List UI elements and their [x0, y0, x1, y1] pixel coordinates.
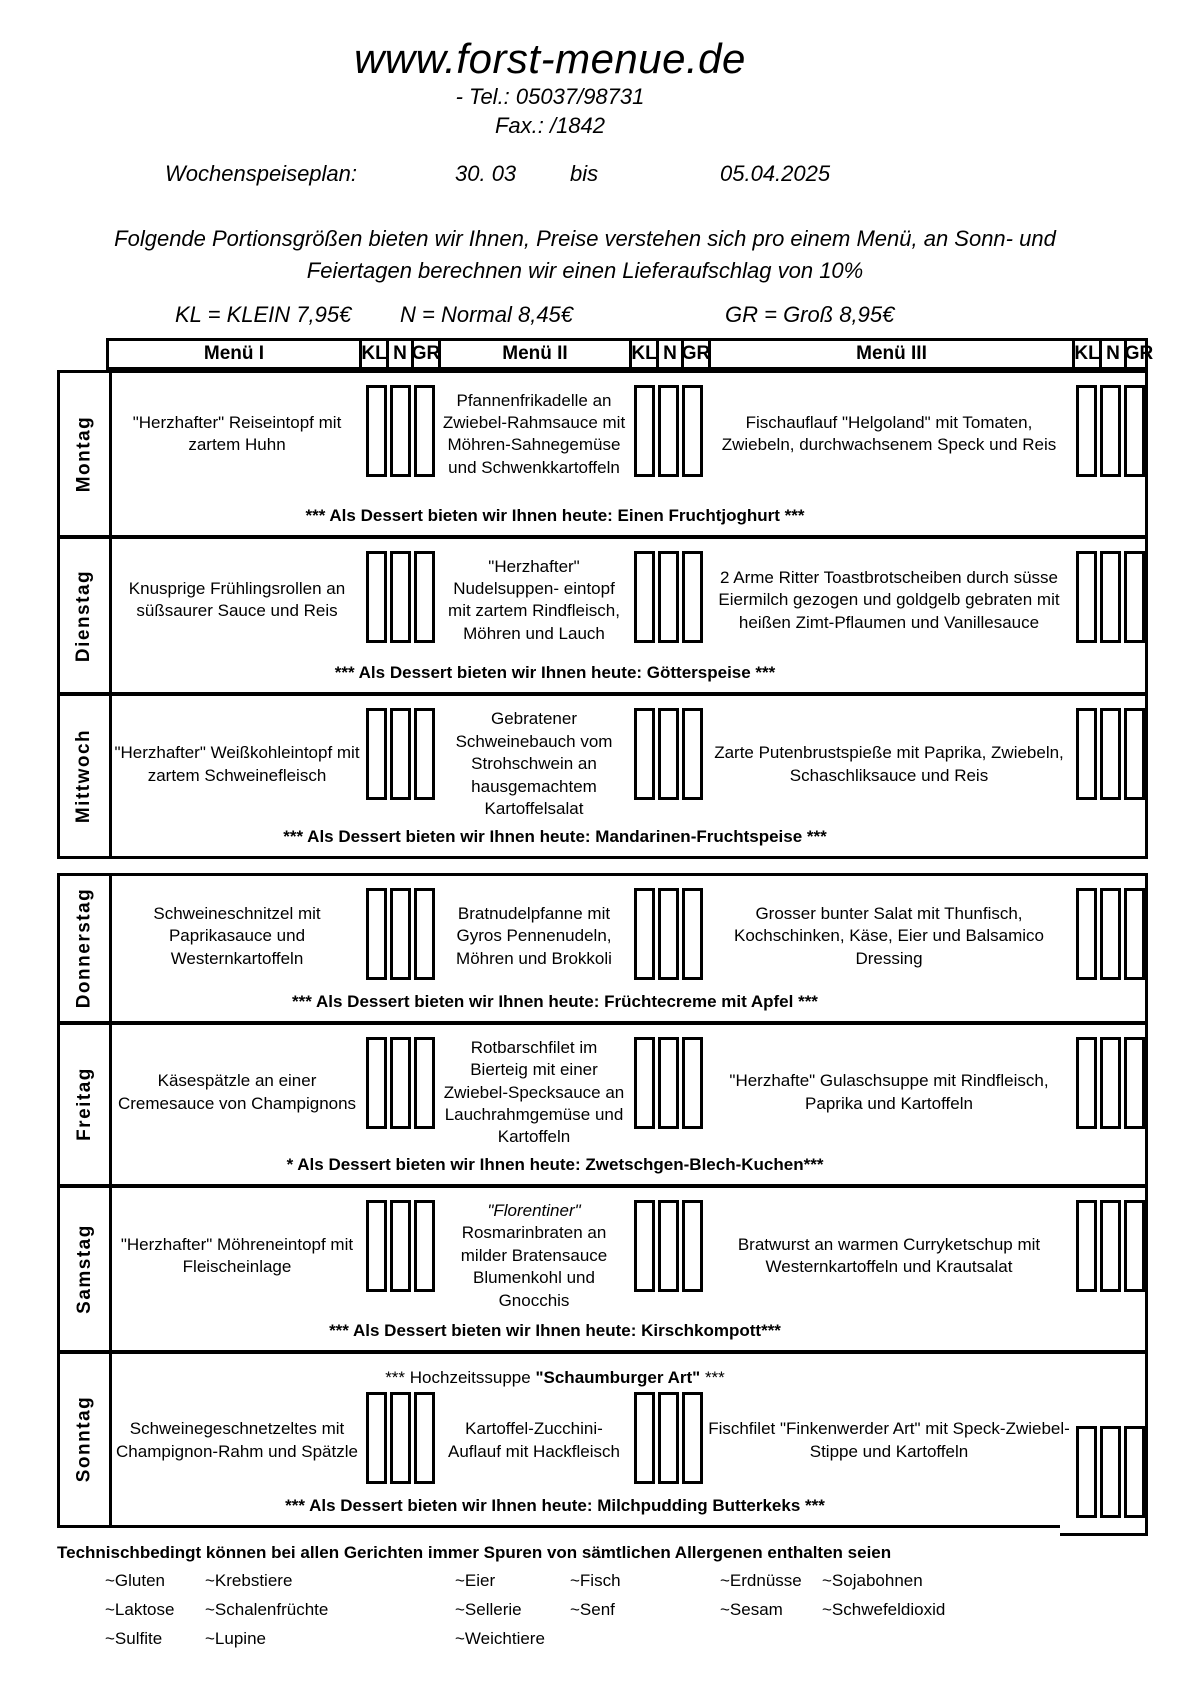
intro-line-1: Folgende Portionsgrößen bieten wir Ihnen, Preise verstehen sich pro einem Menü, an Sonn- und — [114, 225, 1056, 251]
portion-checkbox-kl[interactable] — [366, 888, 387, 980]
portion-checkbox-n[interactable] — [390, 551, 411, 643]
portion-checkbox-n[interactable] — [658, 1200, 679, 1292]
day-row-samstag — [60, 1184, 1145, 1350]
portion-boxes-menu3 — [1072, 888, 1148, 980]
portion-boxes-menu1 — [362, 708, 438, 800]
column-header-menu1: Menü I — [203, 343, 265, 365]
day-label: Dienstag — [73, 569, 95, 663]
portion-checkbox-gr[interactable] — [682, 1037, 703, 1129]
portion-checkbox-n[interactable] — [390, 708, 411, 800]
portion-checkbox-kl[interactable] — [1076, 1426, 1097, 1518]
day-label: Samstag — [73, 1223, 95, 1314]
portion-checkbox-kl[interactable] — [366, 1392, 387, 1484]
allergen-item — [570, 1629, 720, 1649]
price-legend — [0, 302, 1190, 330]
day-row-donnerstag — [60, 876, 1145, 1021]
day-row-mittwoch — [60, 692, 1145, 855]
dish-menu1: Schweinegeschnetzeltes mit Champignon-Rahm und Spätzle — [116, 1419, 358, 1461]
website-title: www.forst-menue.de — [354, 35, 746, 82]
day-row-freitag — [60, 1021, 1145, 1184]
day-label: Montag — [73, 416, 95, 493]
plan-label: Wochenspeiseplan: — [165, 160, 358, 186]
day-label: Sonntag — [73, 1396, 95, 1483]
table-block-mon-wed — [57, 370, 1148, 858]
dish-menu1: "Herzhafter" Möhreneintopf mit Fleischeinlage — [120, 1234, 354, 1276]
portion-checkbox-kl[interactable] — [366, 551, 387, 643]
plan-date-row — [0, 161, 1190, 191]
allergen-item: ~Weichtiere — [455, 1628, 545, 1648]
portion-checkbox-gr[interactable] — [414, 1392, 435, 1484]
price-large: GR = Groß 8,95€ — [725, 302, 895, 328]
portion-checkbox-n[interactable] — [390, 1200, 411, 1292]
table-block-thu-sun — [57, 873, 1148, 1528]
portion-checkbox-kl[interactable] — [366, 385, 387, 477]
price-small: KL = KLEIN 7,95€ — [175, 302, 352, 328]
portion-boxes-menu3 — [1072, 1426, 1148, 1518]
portion-checkbox-kl[interactable] — [634, 385, 655, 477]
dish-menu2-text: Rosmarinbraten an milder Bratensauce Blumenkohl und Gnocchis — [460, 1223, 608, 1310]
dish-menu1: Knusprige Frühlingsrollen an süßsaurer Sauce und Reis — [128, 579, 346, 621]
special-soup-name: "Schaumburger Art" — [535, 1367, 701, 1387]
column-header-kl: KL — [359, 341, 386, 367]
portion-checkbox-kl[interactable] — [634, 708, 655, 800]
day-cell — [60, 373, 112, 535]
portion-checkbox-kl[interactable] — [1076, 385, 1097, 477]
phone-line: - Tel.: 05037/98731 — [455, 84, 645, 110]
portion-checkbox-n[interactable] — [1100, 888, 1121, 980]
portion-checkbox-gr[interactable] — [414, 385, 435, 477]
portion-checkbox-kl[interactable] — [366, 708, 387, 800]
allergen-item: ~Eier — [455, 1570, 496, 1590]
portion-checkbox-gr[interactable] — [682, 551, 703, 643]
dessert-line: *** Als Dessert bieten wir Ihnen heute: Früchtecreme mit Apfel *** — [292, 991, 818, 1011]
allergen-item: ~Sulfite — [105, 1628, 163, 1648]
portion-boxes-menu2 — [630, 1200, 706, 1292]
allergen-item: ~Sesam — [720, 1599, 783, 1619]
portion-checkbox-n[interactable] — [1100, 708, 1121, 800]
intro-text — [0, 223, 1170, 287]
special-soup-prefix: *** Hochzeitssuppe — [385, 1367, 531, 1387]
portion-checkbox-gr[interactable] — [682, 708, 703, 800]
dish-menu3: Fischauflauf "Helgoland" mit Tomaten, Zwiebeln, durchwachsenem Speck und Reis — [721, 413, 1057, 455]
portion-boxes-menu3 — [1072, 385, 1148, 477]
dish-menu2: Gebratener Schweinebauch vom Strohschwein an hausgemachtem Kartoffelsalat — [455, 709, 613, 819]
weekly-menu-table — [57, 338, 1154, 1527]
allergen-item: ~Erdnüsse — [720, 1570, 802, 1590]
date-from: 30. 03 — [455, 160, 517, 186]
date-to: 05.04.2025 — [720, 160, 831, 186]
portion-checkbox-gr[interactable] — [682, 1200, 703, 1292]
day-label: Freitag — [73, 1067, 95, 1142]
allergen-item: ~Senf — [570, 1599, 615, 1619]
special-soup-line — [112, 1366, 1148, 1392]
portion-checkbox-gr[interactable] — [414, 1037, 435, 1129]
dish-menu2: Rotbarschfilet im Bierteig mit einer Zwiebel-Specksauce an Lauchrahmgemüse und Kartoffeln — [443, 1037, 625, 1147]
portion-boxes-menu3 — [1072, 551, 1148, 643]
dish-menu1: Käsespätzle an einer Cremesauce von Champignons — [117, 1071, 357, 1113]
dessert-line: *** Als Dessert bieten wir Ihnen heute: Kirschkompott*** — [329, 1320, 781, 1340]
portion-boxes-menu2 — [630, 708, 706, 800]
portion-checkbox-n[interactable] — [658, 1037, 679, 1129]
portion-boxes-menu2 — [630, 888, 706, 980]
allergen-note: Technischbedingt können bei allen Gerichten immer Spuren von sämtlichen Allergenen enthalten seien — [57, 1542, 892, 1562]
table-border-tail — [1060, 1525, 1148, 1536]
column-header-gr: GR — [1124, 341, 1151, 367]
portion-checkbox-kl[interactable] — [634, 888, 655, 980]
portion-boxes-menu2 — [630, 385, 706, 477]
table-header-row — [106, 338, 1154, 370]
portion-checkbox-gr[interactable] — [414, 708, 435, 800]
portion-checkbox-n[interactable] — [1100, 1200, 1121, 1292]
column-header-kl: KL — [629, 341, 656, 367]
portion-checkbox-gr[interactable] — [682, 385, 703, 477]
portion-boxes-menu1 — [362, 385, 438, 477]
portion-checkbox-kl[interactable] — [1076, 551, 1097, 643]
portion-checkbox-n[interactable] — [658, 888, 679, 980]
allergen-item: ~Lupine — [205, 1628, 266, 1648]
portion-boxes-menu1 — [362, 888, 438, 980]
day-row-montag — [60, 373, 1145, 535]
dish-menu2-title: "Florentiner" — [487, 1200, 581, 1220]
dish-menu3: Fischfilet "Finkenwerder Art" mit Speck-Zwiebel-Stippe und Kartoffeln — [708, 1419, 1070, 1461]
date-separator: bis — [570, 160, 599, 186]
portion-boxes-menu3 — [1072, 708, 1148, 800]
portion-checkbox-kl[interactable] — [634, 551, 655, 643]
day-label: Donnerstag — [73, 887, 95, 1009]
column-header-menu3: Menü III — [708, 341, 1072, 367]
portion-checkbox-gr[interactable] — [1124, 1200, 1145, 1292]
day-row-dienstag — [60, 535, 1145, 692]
allergen-item — [720, 1629, 822, 1649]
dish-menu3: 2 Arme Ritter Toastbrotscheiben durch süsse Eiermilch gezogen und goldgelb gebraten mit heißen Zimt-Pflaumen und Vanillesauce — [718, 567, 1060, 632]
allergen-item: ~Gluten — [105, 1570, 166, 1590]
allergen-item: ~Sojabohnen — [822, 1570, 923, 1590]
allergen-item: ~Schalenfrüchte — [205, 1599, 329, 1619]
portion-checkbox-gr[interactable] — [1124, 888, 1145, 980]
dish-menu3: "Herzhafte" Gulaschsuppe mit Rindfleisch, Paprika und Kartoffeln — [729, 1071, 1049, 1113]
allergen-item: ~Schwefeldioxid — [822, 1599, 946, 1619]
portion-checkbox-kl[interactable] — [1076, 1037, 1097, 1129]
portion-checkbox-kl[interactable] — [634, 1200, 655, 1292]
column-header-menu2: Menü II — [438, 341, 629, 367]
column-header-gr: GR — [681, 341, 708, 367]
dish-menu2 — [438, 1200, 630, 1312]
allergen-item: ~Krebstiere — [205, 1570, 293, 1590]
day-cell — [60, 539, 112, 692]
dish-menu3: Grosser bunter Salat mit Thunfisch, Kochschinken, Käse, Eier und Balsamico Dressing — [734, 904, 1044, 968]
portion-boxes-menu2 — [630, 1037, 706, 1129]
portion-checkbox-n[interactable] — [390, 1037, 411, 1129]
portion-checkbox-n[interactable] — [1100, 551, 1121, 643]
dessert-line: *** Als Dessert bieten wir Ihnen heute: Götterspeise *** — [334, 663, 776, 683]
portion-checkbox-kl[interactable] — [634, 1392, 655, 1484]
portion-checkbox-n[interactable] — [1100, 385, 1121, 477]
portion-checkbox-n[interactable] — [1100, 1426, 1121, 1518]
portion-checkbox-n[interactable] — [390, 1392, 411, 1484]
day-cell — [60, 876, 112, 1021]
portion-checkbox-gr[interactable] — [682, 888, 703, 980]
portion-boxes-menu3 — [1072, 1037, 1148, 1129]
portion-checkbox-kl[interactable] — [634, 1037, 655, 1129]
dish-menu1: Schweineschnitzel mit Paprikasauce und Westernkartoffeln — [153, 904, 321, 968]
dish-menu2: "Herzhafter" Nudelsuppen- eintopf mit zartem Rindfleisch, Möhren und Lauch — [448, 556, 620, 643]
portion-checkbox-n[interactable] — [658, 385, 679, 477]
day-cell — [60, 1188, 112, 1350]
portion-checkbox-gr[interactable] — [1124, 551, 1145, 643]
portion-checkbox-gr[interactable] — [1124, 1426, 1145, 1518]
portion-checkbox-kl[interactable] — [1076, 888, 1097, 980]
portion-checkbox-kl[interactable] — [366, 1200, 387, 1292]
column-header-n: N — [386, 341, 411, 367]
intro-line-2: Feiertagen berechnen wir einen Lieferaufschlag von 10% — [306, 257, 864, 283]
dish-menu1: "Herzhafter" Reiseintopf mit zartem Huhn — [132, 413, 342, 455]
day-cell — [60, 1354, 112, 1525]
dish-menu3: Bratwurst an warmen Curryketschup mit Westernkartoffeln und Krautsalat — [737, 1234, 1041, 1276]
dish-menu2: Bratnudelpfanne mit Gyros Pennenudeln, Möhren und Brokkoli — [456, 904, 612, 968]
special-soup-suffix: *** — [704, 1367, 725, 1387]
portion-checkbox-kl[interactable] — [366, 1037, 387, 1129]
document-header — [0, 0, 1190, 330]
day-label: Mittwoch — [73, 728, 95, 824]
portion-boxes-menu1 — [362, 1200, 438, 1292]
portion-boxes-menu3 — [1072, 1200, 1148, 1292]
column-header-n: N — [1099, 341, 1124, 367]
allergen-list — [105, 1571, 1190, 1649]
portion-checkbox-n[interactable] — [390, 385, 411, 477]
portion-checkbox-n[interactable] — [658, 1392, 679, 1484]
allergen-item — [822, 1629, 1042, 1649]
portion-boxes-menu1 — [362, 551, 438, 643]
dessert-line: *** Als Dessert bieten wir Ihnen heute: Einen Fruchtjoghurt *** — [305, 506, 805, 526]
price-normal: N = Normal 8,45€ — [400, 302, 574, 328]
portion-checkbox-n[interactable] — [390, 888, 411, 980]
dish-menu2: Pfannenfrikadelle an Zwiebel-Rahmsauce mit Möhren-Sahnegemüse und Schwenkkartoffeln — [442, 390, 626, 477]
portion-checkbox-kl[interactable] — [1076, 708, 1097, 800]
allergen-item: ~Sellerie — [455, 1599, 522, 1619]
portion-boxes-menu2 — [630, 1392, 706, 1484]
portion-checkbox-gr[interactable] — [1124, 1037, 1145, 1129]
dessert-line: * Als Dessert bieten wir Ihnen heute: Zwetschgen-Blech-Kuchen*** — [286, 1154, 824, 1174]
day-row-sonntag — [60, 1350, 1145, 1525]
fax-line: Fax.: /1842 — [494, 113, 606, 139]
column-header-kl: KL — [1072, 341, 1099, 367]
dish-menu1: "Herzhafter" Weißkohleintopf mit zartem Schweinefleisch — [114, 743, 360, 785]
allergen-item: ~Fisch — [570, 1570, 621, 1590]
day-cell — [60, 696, 112, 855]
portion-boxes-menu1 — [362, 1037, 438, 1129]
portion-checkbox-gr[interactable] — [414, 551, 435, 643]
day-cell — [60, 1025, 112, 1184]
portion-checkbox-gr[interactable] — [414, 1200, 435, 1292]
portion-checkbox-n[interactable] — [658, 708, 679, 800]
dish-menu2: Kartoffel-Zucchini-Auflauf mit Hackfleisch — [448, 1419, 620, 1461]
dish-menu3: Zarte Putenbrustspieße mit Paprika, Zwiebeln, Schaschliksauce und Reis — [714, 743, 1064, 785]
allergen-item: ~Laktose — [105, 1599, 175, 1619]
portion-checkbox-kl[interactable] — [1076, 1200, 1097, 1292]
dessert-line: *** Als Dessert bieten wir Ihnen heute: Mandarinen-Fruchtspeise *** — [283, 826, 827, 846]
portion-checkbox-gr[interactable] — [414, 888, 435, 980]
portion-checkbox-gr[interactable] — [1124, 708, 1145, 800]
column-header-gr: GR — [411, 341, 438, 367]
portion-boxes-menu1 — [362, 1392, 438, 1484]
portion-checkbox-gr[interactable] — [1124, 385, 1145, 477]
portion-checkbox-gr[interactable] — [682, 1392, 703, 1484]
portion-boxes-menu2 — [630, 551, 706, 643]
dessert-line: *** Als Dessert bieten wir Ihnen heute: Milchpudding Butterkeks *** — [285, 1495, 825, 1515]
column-header-n: N — [656, 341, 681, 367]
portion-checkbox-n[interactable] — [658, 551, 679, 643]
portion-checkbox-n[interactable] — [1100, 1037, 1121, 1129]
